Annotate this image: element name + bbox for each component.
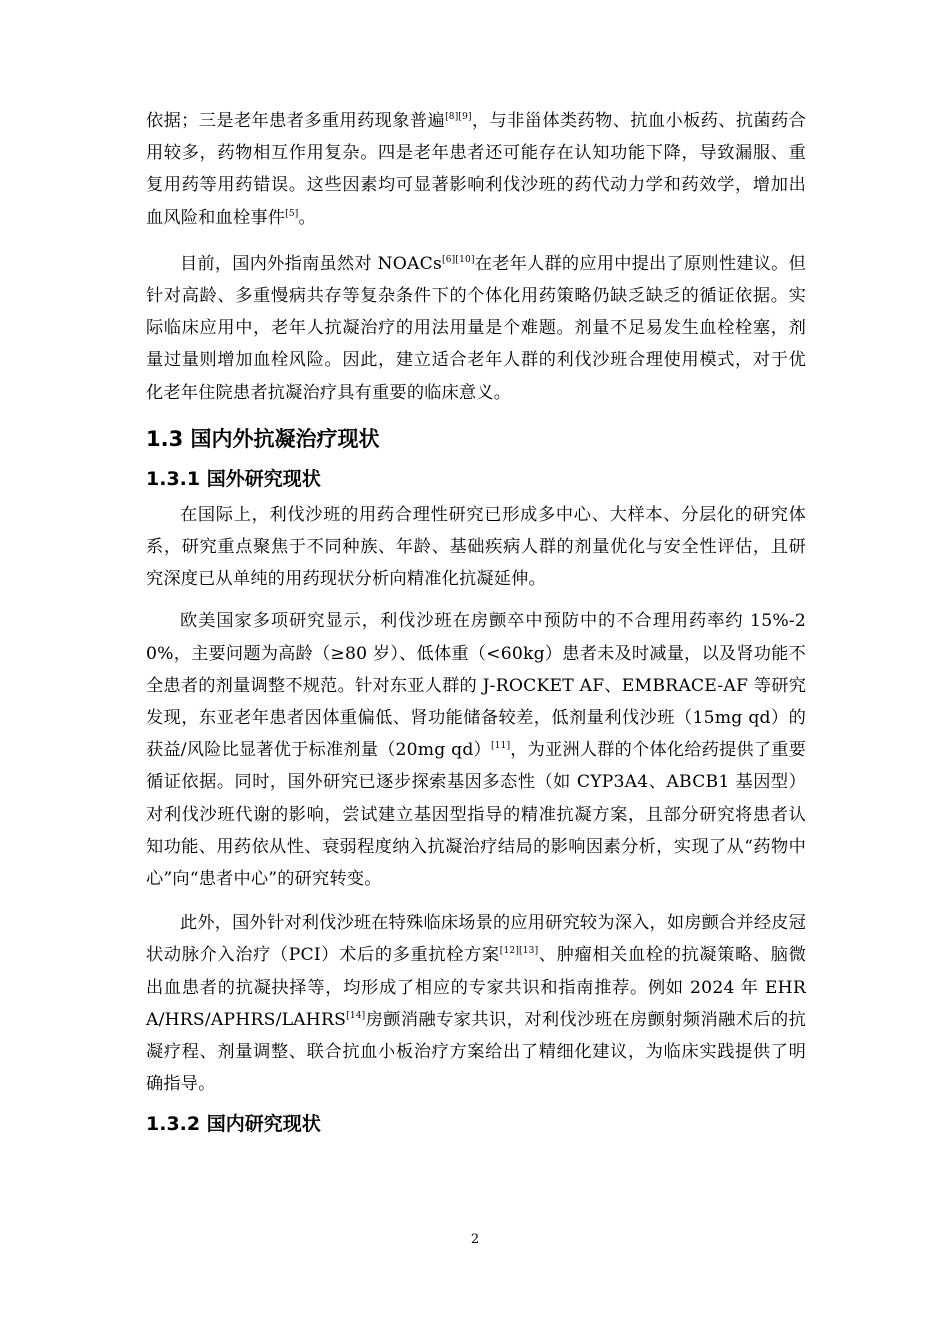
paragraph-special-scenarios [146, 907, 806, 1100]
citation-superscript: [14] [346, 1010, 366, 1021]
text-run: 此外，国外针对利伐沙班在特殊临床场景的应用研究较为深入，如房颤合并经皮冠状动脉介入治疗（PCI）术后的多重抗栓方案 [146, 913, 806, 966]
section-heading-1-3: 1.3 国内外抗凝治疗现状 [146, 426, 380, 451]
text-run: 房颤消融专家共识，对利伐沙班在房颤射频消融术后的抗凝疗程、剂量调整、联合抗血小板治疗方案给出了精细化建议，为临床实践提供了明确指导。 [146, 1009, 806, 1095]
text-run: 、肿瘤相关血栓的抗凝策略、脑微出血患者的抗凝抉择等，均形成了相应的专家共识和指南推荐。例如 2024 年 EHRA/HRS/APHRS/LAHRS [146, 945, 806, 1030]
text-run: 。 [298, 207, 316, 228]
text-run: ，为亚洲人群的个体化给药提供了重要循证依据。同时，国外研究已逐步探索基因多态性（如 CYP3A4、ABCB1 基因型）对利伐沙班代谢的影响，尝试建立基因型指导的精准抗凝方案，且部分研究将患者认知功能、用药依从性、衰弱程度纳入抗凝治疗结局的影响因素分析，实现了从“药物中心”向“患者中心”的研究转变。 [146, 740, 807, 890]
citation-superscript: [11] [491, 741, 511, 752]
document-body [146, 105, 806, 1144]
text-run: 目前，国内外指南虽然对 NOACs [180, 253, 443, 274]
text-run: 依据；三是老年患者多重用药现象普遍 [146, 111, 446, 131]
citation-superscript: [5] [285, 208, 299, 219]
text-run: 在老年人群的应用中提出了原则性建议。但针对高龄、多重慢病共存等复杂条件下的个体化用药策略仍缺乏缺乏的循证依据。实际临床应用中，老年人抗凝治疗的用法用量是个难题。剂量不足易发生血栓栓塞，剂量过量则增加血栓风险。因此，建立适合老年人群的利伐沙班合理使用模式，对于优化老年住院患者抗凝治疗具有重要的临床意义。 [146, 253, 806, 403]
text-run: ，与非甾体类药物、抗血小板药、抗菌药合用较多，药物相互作用复杂。四是老年患者还可能存在认知功能下降，导致漏服、重复用药等用药错误。这些因素均可显著影响利伐沙班的药代动力学和药效学，增加出血风险和血栓事件 [146, 111, 806, 228]
citation-superscript: [6][10] [442, 254, 475, 265]
paragraph-guidelines [146, 248, 806, 409]
section-heading-1-3-1: 1.3.1 国外研究现状 [146, 467, 321, 490]
text-run: 在国际上，利伐沙班的用药合理性研究已形成多中心、大样本、分层化的研究体系，研究重点聚焦于不同种族、年龄、基础疾病人群的剂量优化与安全性评估，且研究深度已从单纯的用药现状分析向精准化抗凝延伸。 [146, 504, 806, 590]
paragraph-international-studies [146, 605, 806, 895]
citation-superscript: [12][13] [499, 946, 539, 957]
section-heading-1-3-2: 1.3.2 国内研究现状 [146, 1113, 321, 1136]
paragraph-international-overview [146, 499, 806, 596]
text-run: 欧美国家多项研究显示，利伐沙班在房颤卒中预防中的不合理用药率约 15%-20%，主要问题为高龄（≥80 岁）、低体重（<60kg）患者未及时减量，以及肾功能不全患者的剂量调整不规范。针对东亚人群的 J-ROCKET AF、EMBRACE-AF 等研究发现，东亚老年患者因体重偏低、肾功能储备较差，低剂量利伐沙班（15mg qd）的获益/风险比显著优于标准剂量（20mg qd） [146, 611, 806, 761]
citation-superscript: [8][9] [445, 112, 472, 122]
page-number: 2 [470, 1232, 480, 1247]
paragraph-risk-factors [146, 105, 806, 234]
